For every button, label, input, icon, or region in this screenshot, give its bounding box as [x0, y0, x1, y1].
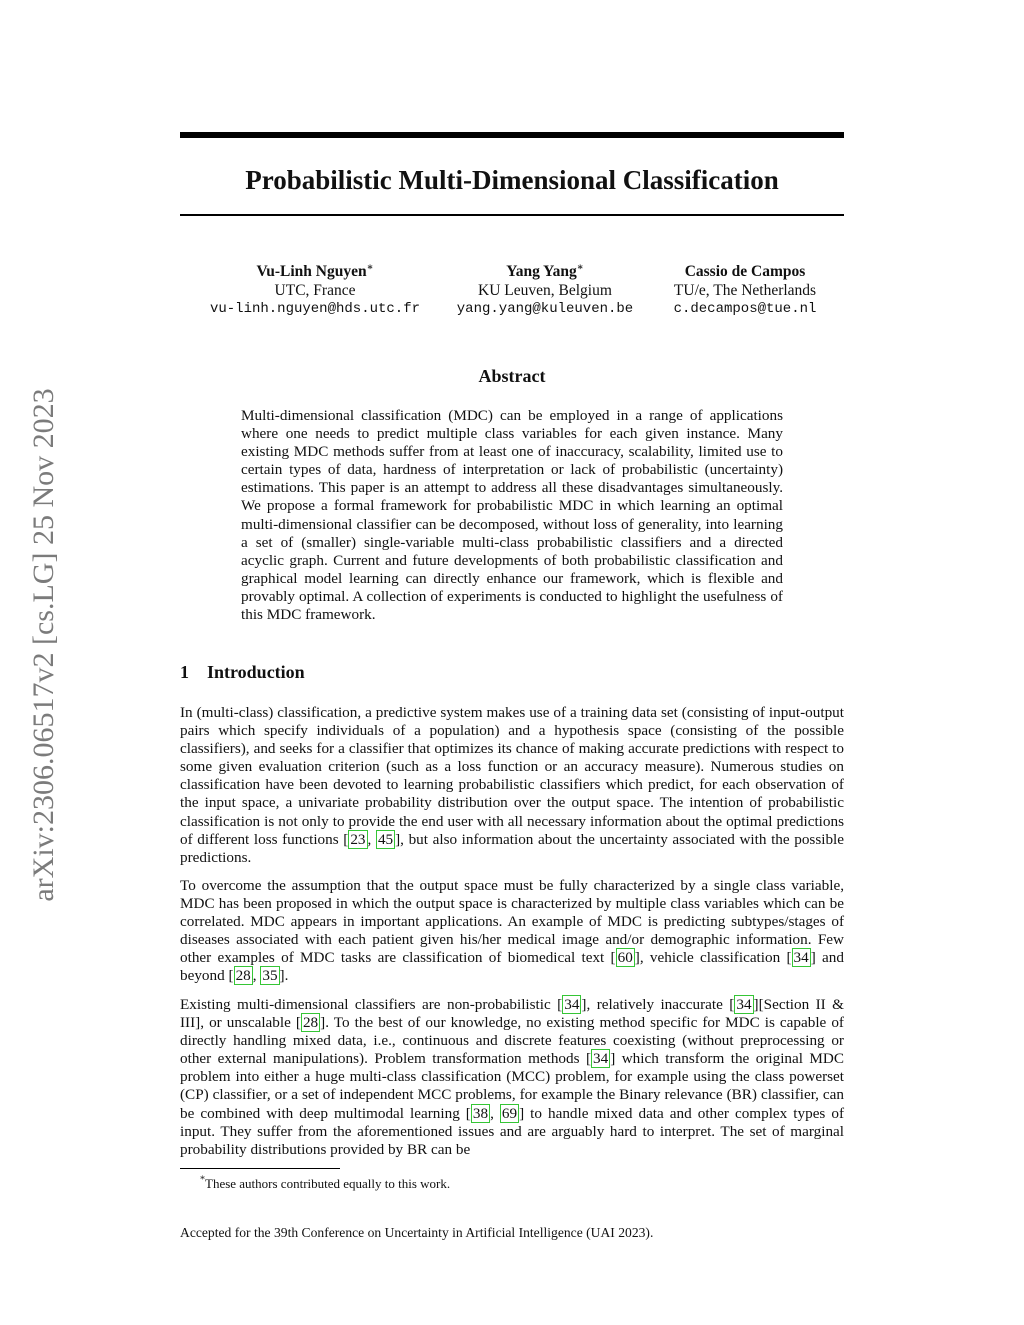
title-top-rule: [180, 132, 844, 138]
citation-link[interactable]: 34: [564, 996, 580, 1013]
author-name: Vu-Linh Nguyen∗: [256, 261, 374, 280]
footnote-mark: *: [200, 1174, 205, 1186]
author-block-yang: [440, 262, 650, 319]
paragraph-2: To overcome the assumption that the output space must be fully characterized by a single class variable, MDC has been proposed in which the output space is characterized by multiple class variables which can be correlated. MDC appears in important applications. An example of MDC is predicting subtypes/stages of diseases associated with each patient given his/her medical image and/or demographic information. Few other examples of MDC tasks are classification of biomedical text [ 60 ], vehicle classification [ 34 ] and beyond [ 28 , 35 ].: [180, 877, 844, 985]
section-heading-introduction: [180, 661, 305, 683]
citation-link[interactable]: 28: [235, 967, 251, 985]
citation-link[interactable]: 23: [350, 830, 366, 848]
author-email[interactable]: c.decampos@tue.nl: [673, 301, 817, 317]
section-number: 1: [180, 662, 189, 682]
footnote: *These authors contributed equally to this work.: [200, 1174, 451, 1191]
author-affiliation: KU Leuven, Belgium: [478, 282, 612, 299]
equal-contribution-mark: ∗: [576, 261, 584, 273]
citation-link[interactable]: 45: [377, 830, 394, 848]
citation-link[interactable]: 60: [617, 949, 633, 967]
paragraph-3: Existing multi-dimensional classifiers are non-probabilistic [ 34 ], relatively inaccurate [ 34 ][Section II & III], or unscalable [ 28 ]. To the best of our knowledge, no existing method specific for MDC is capable of directly handling mixed data, i.e., continuous and discrete features coexisting (without preprocessing or other external manipulations). Problem transformation methods [ 34 ] which transform the original MDC problem into either a huge multi-class classification (MCC) problem, for example using the class powerset (CP) classifier, or a set of independent MCC problems, for example the Binary relevance (BR) classifier, can be combined with deep multimodal learning [ 38 , 69 ] to handle mixed data and other complex types of input. They suffer from the aforementioned issues and are arguably hard to interpret. The set of marginal probability distributions provided by BR can be: [180, 996, 845, 1158]
author-email[interactable]: yang.yang@kuleuven.be: [456, 301, 634, 317]
author-name: Yang Yang∗: [506, 261, 584, 280]
abstract-heading: Abstract: [478, 366, 546, 386]
footnote-rule: [180, 1168, 340, 1169]
author-affiliation: UTC, France: [274, 282, 356, 299]
section-title: Introduction: [207, 662, 305, 682]
author-name: Cassio de Campos: [684, 263, 806, 280]
citation-link[interactable]: 38: [472, 1104, 489, 1122]
paragraph-1: In (multi-class) classification, a predictive system makes use of a training data set (consisting of input-output pairs which specify individuals of a population) and a hypothesis space (consisting of the possible classifiers), and seeks for a classifier that optimizes its chance of making accurate predictions with respect to some given evaluation criterion (such as a loss function or an accuracy measure). Numerous studies on classification have been devoted to learning probabilistic classifiers which predict, for each observation of the input space, a univariate probability distribution over the output space. The intention of probabilistic classification is not only to provide the end user with all necessary information about the optimal predictions of different loss functions [ 23 , 45 ], but also information about the uncertainty associated with the possible predictions.: [180, 704, 845, 866]
citation-link[interactable]: 34: [793, 949, 809, 967]
abstract-text: Multi-dimensional classification (MDC) can be employed in a range of applications where one needs to predict multiple class variables for each given instance. Many existing MDC methods suffer from at least one of inaccuracy, scalability, limited use to certain types of data, hardness of interpretation or lack of probabilistic (uncertainty) estimations. This paper is an attempt to address all these disadvantages simultaneously. We propose a formal framework for probabilistic MDC in which learning an optimal multi-dimensional classifier can be decomposed, without loss of generality, into learning a set of (smaller) single-variable multi-class probabilistic classifiers and a directed acyclic graph. Current and future developments of both probabilistic classification and graphical model learning can directly enhance our framework, which is flexible and provably optimal. A collection of experiments is conducted to highlight the usefulness of this MDC framework.: [241, 407, 783, 624]
equal-contribution-mark: ∗: [366, 261, 374, 273]
citation-link[interactable]: 34: [593, 1050, 609, 1068]
citation-link[interactable]: 28: [302, 1014, 319, 1032]
citation-link[interactable]: 34: [736, 996, 752, 1013]
author-email[interactable]: vu-linh.nguyen@hds.utc.fr: [209, 301, 421, 317]
arxiv-identifier: arXiv:2306.06517v2 [cs.LG] 25 Nov 2023: [27, 388, 60, 902]
citation-link[interactable]: 35: [262, 967, 278, 985]
author-block-decampos: [658, 262, 832, 319]
title-bottom-rule: [180, 214, 844, 216]
citation-link[interactable]: 69: [501, 1104, 518, 1122]
venue-footer: Accepted for the 39th Conference on Uncertainty in Artificial Intelligence (UAI 2023).: [180, 1225, 654, 1240]
paper-title: Probabilistic Multi-Dimensional Classification: [245, 165, 779, 195]
author-block-nguyen: [200, 262, 430, 319]
author-affiliation: TU/e, The Netherlands: [673, 282, 817, 299]
